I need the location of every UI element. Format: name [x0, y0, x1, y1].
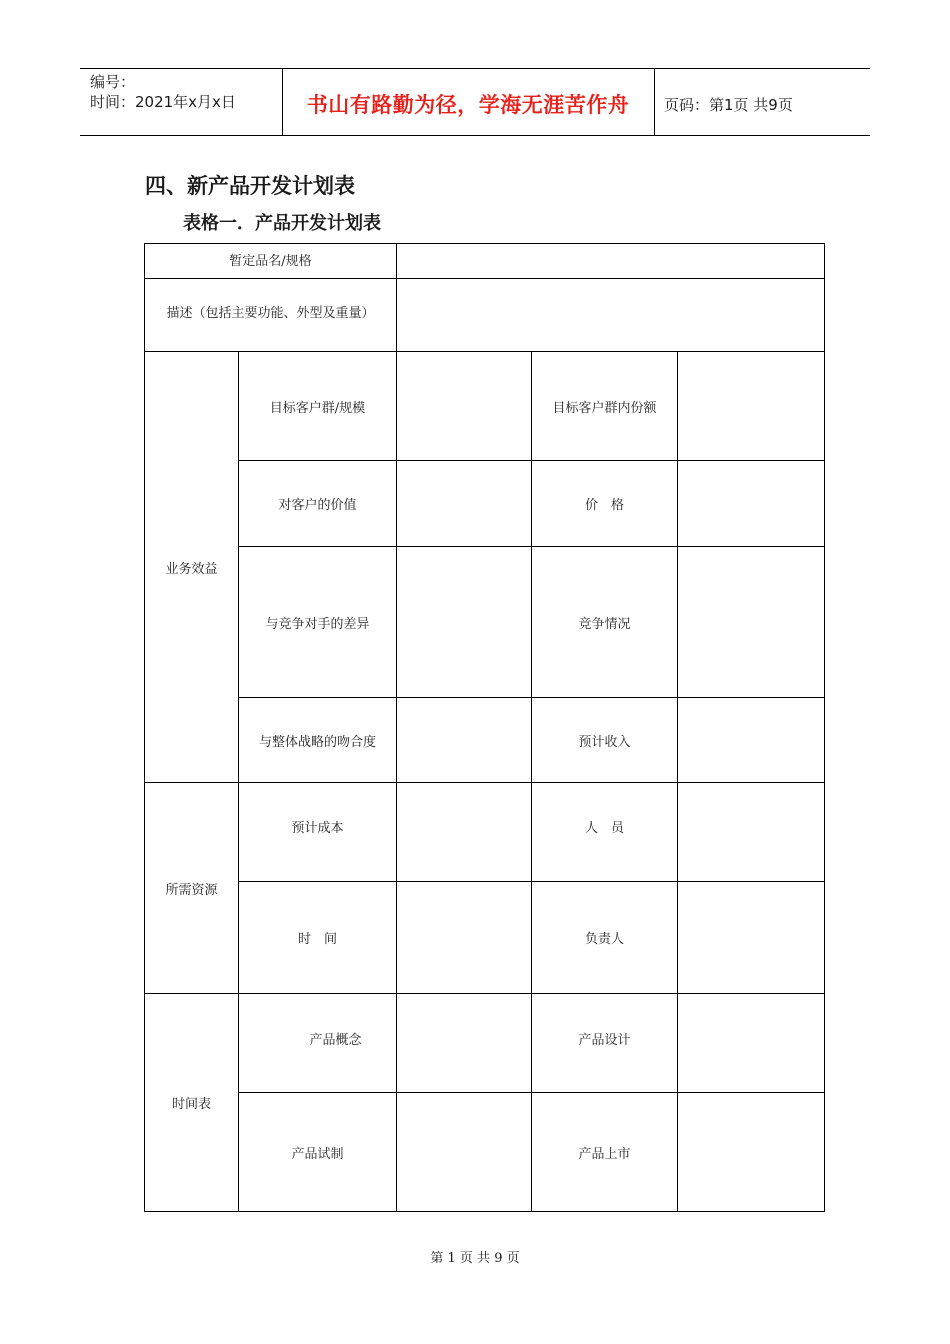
table-title: 表格一．产品开发计划表: [183, 213, 381, 234]
serial-number-label: 编号：: [90, 73, 136, 91]
time-value[interactable]: [396, 881, 532, 994]
personnel-label: 人 员: [531, 782, 678, 882]
customer-value-value[interactable]: [396, 460, 532, 547]
product-name-label: 暂定品名/规格: [144, 243, 397, 279]
expected-income-value[interactable]: [677, 697, 825, 783]
business-benefit-group: 业务效益: [144, 351, 239, 783]
expected-income-label: 预计收入: [531, 697, 678, 783]
owner-value[interactable]: [677, 881, 825, 994]
estimated-cost-value[interactable]: [396, 782, 532, 882]
product-launch-value[interactable]: [677, 1092, 825, 1212]
target-customer-label: 目标客户群/规模: [238, 351, 397, 461]
competition-value[interactable]: [677, 546, 825, 698]
strategy-fit-label: 与整体战略的吻合度: [238, 697, 397, 783]
product-concept-value[interactable]: [396, 993, 532, 1093]
product-concept-label: 产品概念: [238, 993, 397, 1093]
competitor-diff-label: 与竞争对手的差异: [238, 546, 397, 698]
strategy-fit-value[interactable]: [396, 697, 532, 783]
competitor-diff-value[interactable]: [396, 546, 532, 698]
competition-label: 竞争情况: [531, 546, 678, 698]
estimated-cost-label: 预计成本: [238, 782, 397, 882]
product-name-value[interactable]: [396, 243, 825, 279]
owner-label: 负责人: [531, 881, 678, 994]
time-label: 时 间: [238, 881, 397, 994]
date-label: 时间：2021年x月x日: [90, 93, 236, 111]
required-resources-group: 所需资源: [144, 782, 239, 994]
page-footer: 第 1 页 共 9 页: [430, 1251, 520, 1266]
product-design-value[interactable]: [677, 993, 825, 1093]
target-customer-value[interactable]: [396, 351, 532, 461]
product-launch-label: 产品上市: [531, 1092, 678, 1212]
section-title: 四、新产品开发计划表: [145, 174, 355, 198]
product-trial-value[interactable]: [396, 1092, 532, 1212]
product-trial-label: 产品试制: [238, 1092, 397, 1212]
customer-value-label: 对客户的价值: [238, 460, 397, 547]
slogan: 书山有路勤为径，学海无涯苦作舟: [306, 93, 630, 117]
target-share-label: 目标客户群内份额: [531, 351, 678, 461]
price-label: 价 格: [531, 460, 678, 547]
target-share-value[interactable]: [677, 351, 825, 461]
description-value[interactable]: [396, 278, 825, 352]
description-label: 描述（包括主要功能、外型及重量）: [144, 278, 397, 352]
personnel-value[interactable]: [677, 782, 825, 882]
product-design-label: 产品设计: [531, 993, 678, 1093]
page-number-label: 页码：第1页 共9页: [664, 95, 793, 114]
timeline-group: 时间表: [144, 993, 239, 1212]
price-value[interactable]: [677, 460, 825, 547]
